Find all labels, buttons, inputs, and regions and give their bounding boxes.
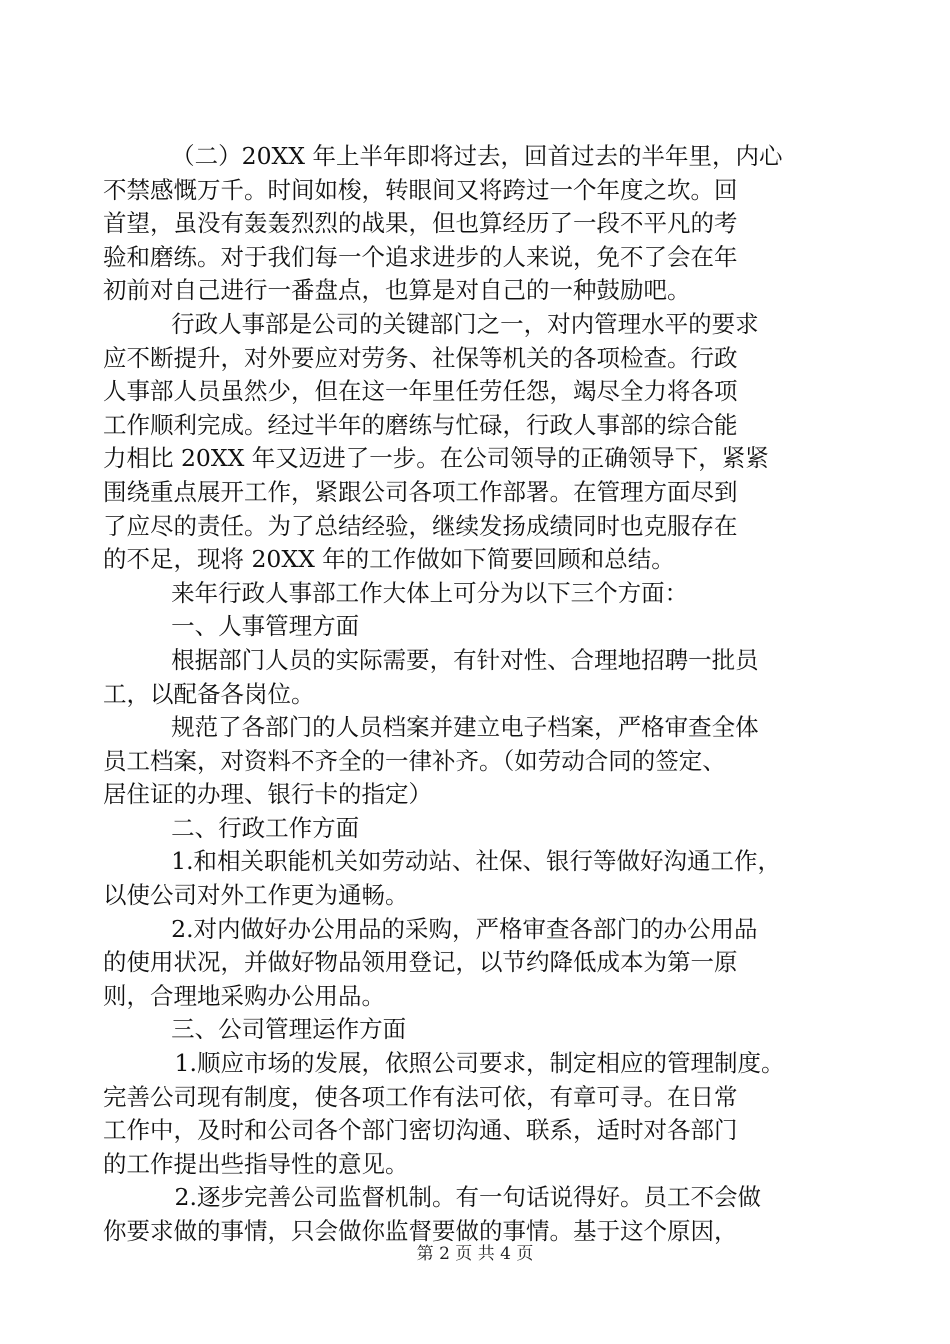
- text-line: 规范了各部门的人员档案并建立电子档案，严格审查全体: [171, 713, 759, 742]
- text-line: 以使公司对外工作更为通畅。: [103, 881, 409, 910]
- text-line: 1.顺应市场的发展，依照公司要求，制定相应的管理制度。: [174, 1049, 785, 1078]
- page-footer: 第 2 页 共 4 页: [416, 1244, 534, 1264]
- text-line: 应不断提升，对外要应对劳务、社保等机关的各项检查。行政: [103, 343, 738, 372]
- text-line: 一、人事管理方面: [171, 612, 360, 641]
- text-line: 来年行政人事部工作大体上可分为以下三个方面：: [171, 578, 689, 607]
- text-line: 根据部门人员的实际需要，有针对性、合理地招聘一批员: [171, 645, 759, 674]
- text-line: 员工档案，对资料不齐全的一律补齐。（如劳动合同的签定、: [103, 746, 726, 775]
- text-line: 2.逐步完善公司监督机制。有一句话说得好。员工不会做: [174, 1183, 761, 1212]
- text-line: 的不足，现将 20XX 年的工作做如下简要回顾和总结。: [103, 545, 675, 574]
- text-line: 验和磨练。对于我们每一个追求进步的人来说，免不了会在年: [103, 242, 738, 271]
- text-line: 行政人事部是公司的关键部门之一，对内管理水平的要求: [171, 309, 759, 338]
- text-line: 工作顺利完成。经过半年的磨练与忙碌，行政人事部的综合能: [103, 410, 738, 439]
- text-line: （二）20XX 年上半年即将过去，回首过去的半年里，内心: [171, 142, 783, 170]
- text-line: 人事部人员虽然少，但在这一年里任劳任怨，竭尽全力将各项: [103, 377, 738, 406]
- text-line: 你要求做的事情，只会做你监督要做的事情。基于这个原因，: [103, 1217, 738, 1245]
- text-line: 力相比 20XX 年又迈进了一步。在公司领导的正确领导下，紧紧: [103, 444, 769, 473]
- text-line: 三、公司管理运作方面: [171, 1015, 407, 1044]
- text-line: 不禁感慨万千。时间如梭，转眼间又将跨过一个年度之坎。回: [103, 175, 738, 204]
- text-line: 2.对内做好办公用品的采购，严格审查各部门的办公用品: [171, 914, 758, 943]
- text-line: 了应尽的责任。为了总结经验，继续发扬成绩同时也克服存在: [103, 511, 738, 540]
- document-body: [103, 140, 843, 1249]
- text-line: 初前对自己进行一番盘点，也算是对自己的一种鼓励吧。: [103, 276, 691, 305]
- text-line: 首望，虽没有轰轰烈烈的战果，但也算经历了一段不平凡的考: [103, 209, 738, 238]
- text-line: 二、行政工作方面: [171, 813, 360, 842]
- text-line: 的使用状况，并做好物品领用登记，以节约降低成本为第一原: [103, 948, 738, 977]
- text-line: 围绕重点展开工作，紧跟公司各项工作部署。在管理方面尽到: [103, 477, 738, 506]
- text-line: 1.和相关职能机关如劳动站、社保、银行等做好沟通工作，: [171, 847, 782, 876]
- text-line: 的工作提出些指导性的意见。: [103, 1149, 409, 1178]
- text-line: 则，合理地采购办公用品。: [103, 981, 385, 1010]
- text-line: 工，以配备各岗位。: [103, 679, 315, 708]
- text-line: 完善公司现有制度，使各项工作有法可依，有章可寻。在日常: [103, 1082, 738, 1111]
- text-line: 工作中，及时和公司各个部门密切沟通、联系，适时对各部门: [103, 1116, 738, 1145]
- text-line: 居住证的办理、银行卡的指定）: [103, 780, 432, 809]
